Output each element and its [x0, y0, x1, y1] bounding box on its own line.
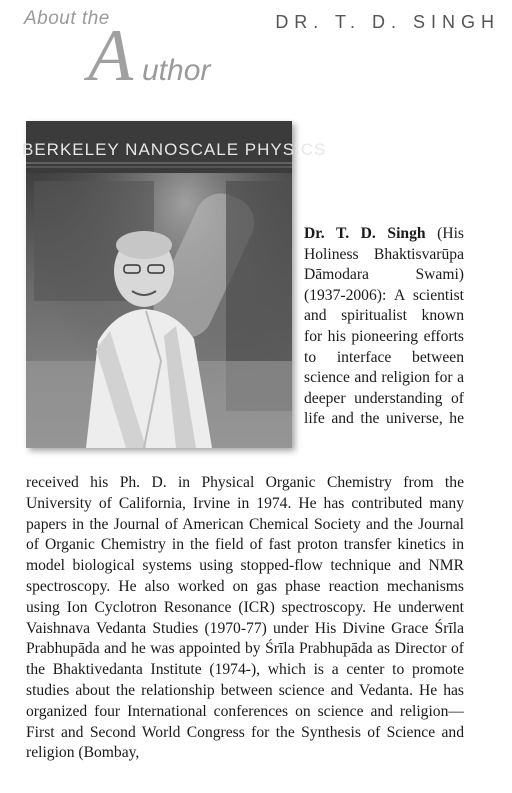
- author-initial-letter: A: [88, 15, 134, 97]
- bio-body-text: received his Ph. D. in Physical Organic Chemistry from the University of California, Irvine in 1974. He has contributed many papers in the Journal of American Chemical Society and the Journal of Organic Chemistry in the field of fast proton transfer kinetics in model biological systems using stopped-flow technique and NMR spectroscopy. He also worked on gas phase reaction mechanisms using Ion Cyclotron Resonance (ICR) spectroscopy. He underwent Vaishnava Vedanta Studies (1970-77) under His Divine Grace Śrīla Prabhupāda and he was appointed by Śrīla Prabhupāda as Director of the Bhaktivedanta Institute (1974-), which is a center to promote studies about the relationship between science and Vedanta. He has organized four International conferences on science and religion—First and Second World Congress for the Synthesis of Science and religion (Bombay,: [26, 474, 464, 762]
- photo-sign-text: BERKELEY NANOSCALE PHYSICS: [22, 140, 327, 159]
- bio-intro-paragraph: [304, 224, 464, 430]
- author-heading: uthor: [142, 54, 211, 87]
- bio-intro-text: (His Holiness Bhaktisvarūpa Dāmodara Swami) (1937-2006): A scientist and spiritualist known for his pioneering efforts to interface between science and religion for a deeper understanding of life and the universe, he: [304, 225, 464, 428]
- bio-body: [26, 473, 464, 764]
- running-head-name: DR. T. D. SINGH: [275, 12, 500, 32]
- author-photo-illustration: [22, 121, 327, 448]
- about-the-label: About the: [24, 8, 110, 29]
- author-photo: [22, 121, 327, 448]
- author-name: Dr. T. D. Singh: [304, 225, 426, 242]
